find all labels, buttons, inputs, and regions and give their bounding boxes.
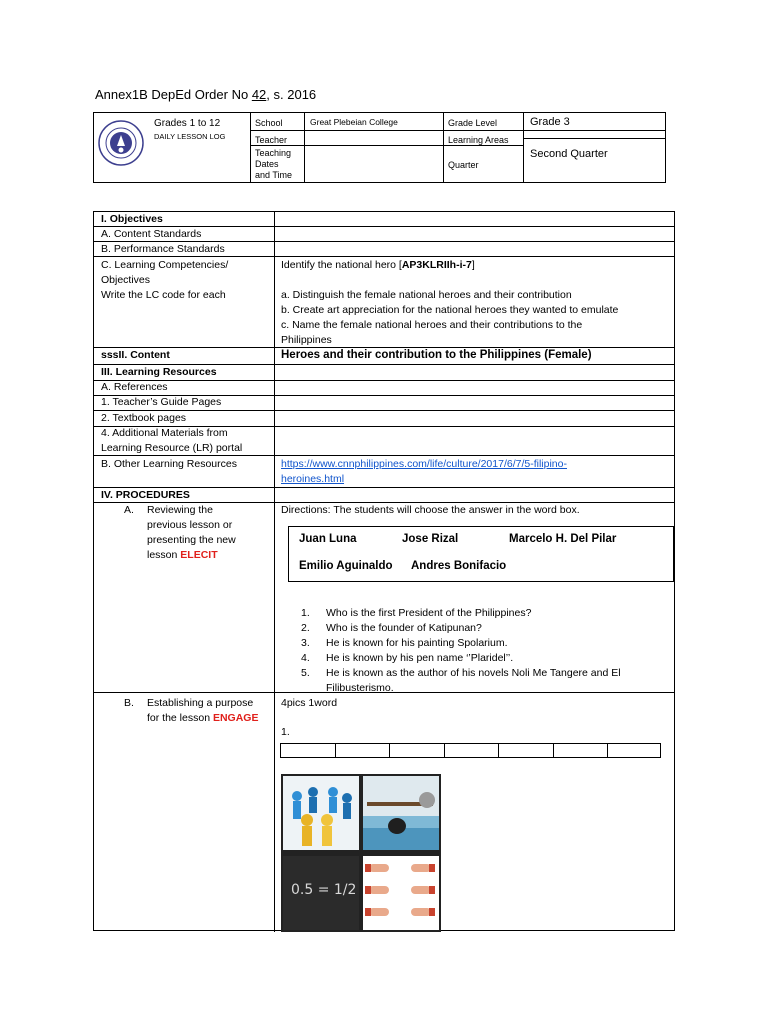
log-type-label: DAILY LESSON LOG [154, 132, 226, 141]
references-label: A. References [101, 381, 168, 393]
question-number: 3. [301, 637, 310, 649]
question-number: 1. [301, 607, 310, 619]
answer-letter-boxes[interactable] [280, 743, 661, 758]
procedure-a-letter: A. [124, 504, 134, 516]
procedure-a-label: Reviewing the previous lesson or presenting the new lesson ELECIT [147, 504, 236, 561]
question-text: He is known for his painting Spolarium. [326, 637, 508, 649]
word-box-item: Marcelo H. Del Pilar [509, 533, 617, 545]
procedure-b-label: Establishing a purpose for the lesson ENGAGE [147, 697, 259, 724]
paper-people-picture [283, 776, 359, 850]
chalkboard-equation-picture: 0.5 = 1/2 [283, 856, 359, 930]
learning-areas-label: Learning Areas [448, 135, 509, 145]
grade-level-label: Grade Level [448, 118, 498, 128]
objective-c: c. Name the female national heroes and their contributions to the Philippines [281, 319, 583, 346]
game-title: 4pics 1word [281, 697, 338, 709]
procedures-heading: IV. PROCEDURES [101, 489, 190, 501]
quarter-value: Second Quarter [530, 148, 608, 160]
content-value: Heroes and their contribution to the Philippines (Female) [281, 349, 592, 361]
textbook-label: 2. Textbook pages [101, 412, 187, 424]
directions-text: Directions: The students will choose the answer in the word box. [281, 504, 580, 516]
additional-materials-label: 4. Additional Materials from Learning Resource (LR) portal [101, 427, 243, 454]
hands-picture [363, 856, 439, 930]
elicit-tag: ELECIT [180, 549, 218, 561]
objectives-heading: I. Objectives [101, 213, 163, 225]
four-pics-grid [281, 774, 441, 932]
header-table [93, 112, 666, 183]
question-text: He is known as the author of his novels Noli Me Tangere and El Filibusterismo. [326, 667, 621, 694]
teachers-guide-label: 1. Teacher’s Guide Pages [101, 396, 222, 408]
item-number: 1. [281, 726, 290, 738]
school-value: Great Plebeian College [310, 117, 398, 127]
word-box-item: Emilio Aguinaldo [299, 560, 393, 572]
question-number: 5. [301, 667, 310, 679]
bridge-rock-picture [363, 776, 439, 850]
question-number: 4. [301, 652, 310, 664]
objective-a: a. Distinguish the female national heroes and their contribution [281, 289, 572, 301]
deped-seal-icon [98, 120, 144, 166]
word-box-item: Andres Bonifacio [411, 560, 507, 572]
teacher-label: Teacher [255, 135, 288, 145]
content-standards-label: A. Content Standards [101, 228, 202, 240]
word-box-item: Jose Rizal [402, 533, 459, 545]
procedure-b-letter: B. [124, 697, 134, 709]
resources-heading: III. Learning Resources [101, 366, 217, 378]
objective-b: b. Create art appreciation for the national heroes they wanted to emulate [281, 304, 619, 316]
question-text: He is known by his pen name ‘’Plaridel’’. [326, 652, 514, 664]
question-text: Who is the founder of Katipunan? [326, 622, 482, 634]
grade-level-value: Grade 3 [530, 116, 570, 128]
question-number: 2. [301, 622, 310, 634]
competencies-label: C. Learning Competencies/ Objectives Write the LC code for each [101, 259, 229, 301]
lesson-log-table [93, 211, 675, 931]
teaching-dates-label: Teaching Dates and Time [255, 148, 293, 180]
word-box [288, 526, 674, 582]
quarter-label: Quarter [448, 160, 479, 170]
performance-standards-label: B. Performance Standards [101, 243, 225, 255]
grades-label: Grades 1 to 12 [154, 118, 221, 129]
engage-tag: ENGAGE [212, 712, 259, 724]
school-label: School [255, 118, 283, 128]
resource-link[interactable]: https://www.cnnphilippines.com/life/culture/2017/6/7/5-filipino- heroines.html [281, 458, 567, 485]
question-text: Who is the first President of the Philippines? [326, 607, 532, 619]
word-box-item: Juan Luna [299, 533, 357, 545]
other-resources-label: B. Other Learning Resources [101, 458, 237, 470]
content-heading: sssII. Content [101, 349, 170, 361]
document-title: Annex1B DepEd Order No 42, s. 2016 [95, 87, 317, 102]
identify-hero-text: Identify the national hero [AP3KLRIIh-i-7] [281, 259, 475, 271]
